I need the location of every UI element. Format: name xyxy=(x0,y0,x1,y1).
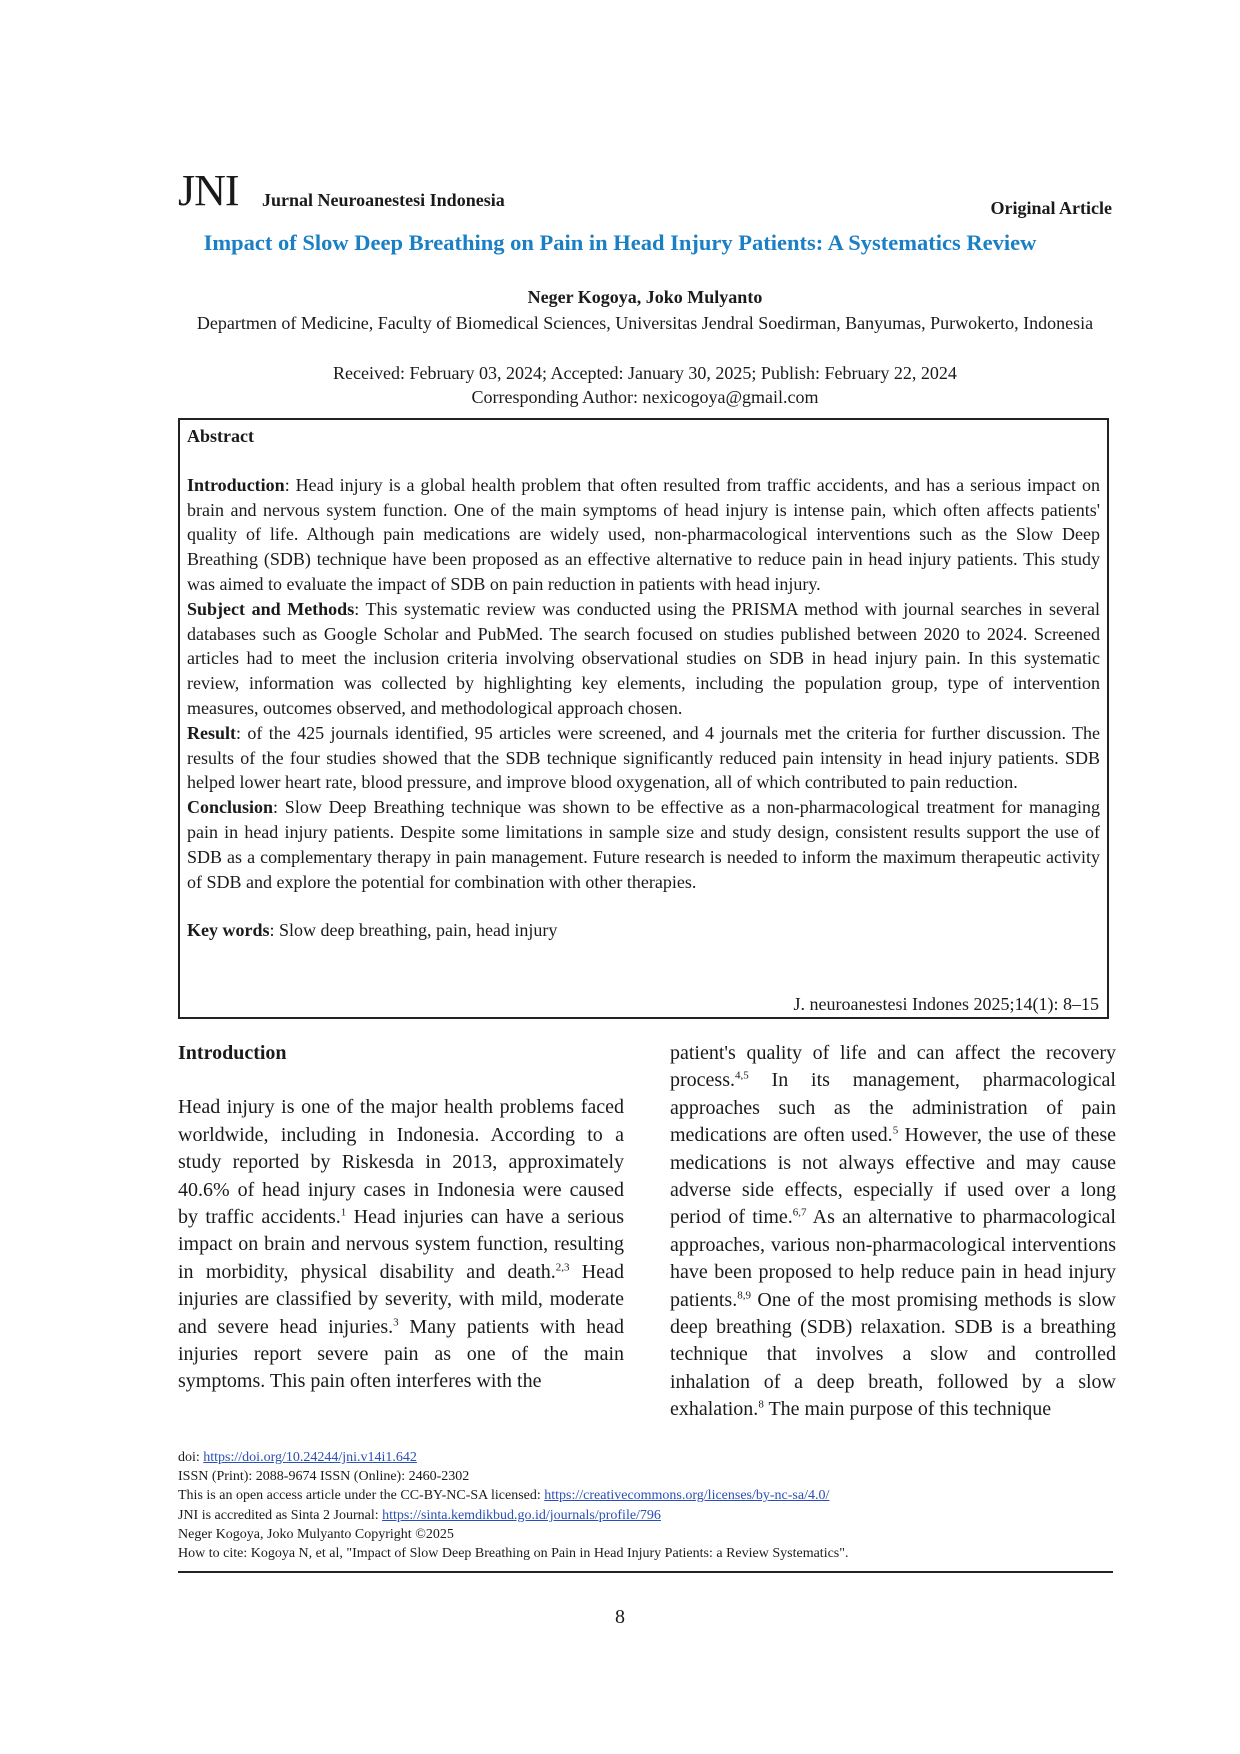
abstract-intro-text: : Head injury is a global health problem that often resulted from traffic accidents, and has a serious impact on brain and nervous system function. One of the main symptoms of head injury is intense pain, which often affects patients' quality of life. Although pain medications are widely used, non-pharmacological interventions such as the Slow Deep Breathing (SDB) technique have been proposed as an effective alternative to reduce pain in head injury patients. This study was aimed to evaluate the impact of SDB on pain reduction in patients with head injury. xyxy=(187,474,1100,594)
citation-ref: 1 xyxy=(340,1206,347,1219)
body-text: As an alternative to pharmacological approaches, various non-pharmacological interventions have been proposed to help reduce pain in head injury patients. xyxy=(670,1206,1116,1311)
journal-logo: JNI xyxy=(178,166,239,215)
keywords-label: Key words xyxy=(187,920,270,941)
abstract-conclusion-text: : Slow Deep Breathing technique was shown to be effective as a non-pharmacological treatment for managing pain in head injury patients. Despite some limitations in sample size and study design, consistent results support the use of SDB as a complementary therapy in pain management. Future research is needed to inform the maximum therapeutic activity of SDB and explore the potential for combination with other therapies. xyxy=(187,797,1100,892)
body-paragraph xyxy=(178,1094,624,1395)
abstract-result-text: : of the 425 journals identified, 95 articles were screened, and 4 journals met the criteria for further discussion. The results of the four studies showed that the SDB technique significantly reduced pain intensity in head injury patients. SDB helped lower heart rate, blood pressure, and improve blood oxygenation, all of which contributed to pain reduction. xyxy=(187,722,1100,793)
body-text: Many patients with head injuries report severe pain as one of the main symptoms. This pain often interferes with the xyxy=(178,1315,624,1393)
sinta-link[interactable]: https://sinta.kemdikbud.go.id/journals/profile/796 xyxy=(382,1507,661,1523)
issn-line: ISSN (Print): 2088-9674 ISSN (Online): 2460-2302 xyxy=(178,1469,470,1485)
citation-ref: 8,9 xyxy=(737,1289,751,1301)
abstract-keywords xyxy=(187,918,1100,943)
sinta-line xyxy=(178,1506,1112,1525)
abstract-conclusion xyxy=(187,795,1100,894)
citation-ref: 5 xyxy=(892,1124,899,1137)
body-paragraph xyxy=(670,1040,1116,1424)
citation-ref: 8 xyxy=(758,1398,764,1411)
body-text: patient's quality of life and can affect the recovery process. xyxy=(670,1042,1116,1092)
sinta-label: JNI is accredited as Sinta 2 Journal: xyxy=(178,1507,383,1523)
citation-ref: 2,3 xyxy=(555,1261,570,1274)
abstract-content xyxy=(187,424,1100,943)
article-dates xyxy=(178,361,1112,409)
body-text: Head injuries can have a serious impact on brain and nervous system function, resulting in morbidity, physical disability and death. xyxy=(178,1206,624,1283)
abstract-intro-label: Introduction xyxy=(187,474,285,495)
section-heading-introduction: Introduction xyxy=(178,1042,287,1064)
body-column-left xyxy=(178,1040,624,1396)
body-column-right xyxy=(670,1040,1116,1424)
license-label: This is an open access article under the CC-BY-NC-SA licensed: xyxy=(178,1488,545,1504)
doi-line xyxy=(178,1448,1112,1467)
doi-link[interactable]: https://doi.org/10.24244/jni.v14i1.642 xyxy=(203,1450,417,1465)
keywords-text: : Slow deep breathing, pain, head injury xyxy=(269,920,558,941)
abstract-methods-text: : This systematic review was conducted using the PRISMA method with journal searches in several databases such as Google Scholar and PubMed. The search focused on studies published between 2020 to 2024. Screened articles had to meet the inclusion criteria involving observational studies on SDB in head injury pain. In this systematic review, information was collected by highlighting key elements, including the population group, type of intervention measures, outcomes observed, and methodological approach chosen. xyxy=(187,598,1100,718)
authors: Neger Kogoya, Joko Mulyanto xyxy=(527,287,763,307)
article-type: Original Article xyxy=(990,198,1112,218)
how-to-cite-line: How to cite: Kogoya N, et al, "Impact of Slow Deep Breathing on Pain in Head Injury Patients: a Review Systematics". xyxy=(178,1546,849,1562)
abstract-conclusion-label: Conclusion xyxy=(187,797,274,818)
doi-label: doi: xyxy=(178,1450,204,1465)
license-line xyxy=(178,1486,1112,1505)
corresponding-author: Corresponding Author: nexicogoya@gmail.com xyxy=(471,387,819,407)
body-text: One of the most promising methods is slow deep breathing (SDB) relaxation. SDB is a breathing technique that involves a slow and controlled inhalation of a deep breath, followed by a slow exhalation. xyxy=(670,1288,1116,1421)
body-text: However, the use of these medications is not always effective and may cause adverse side effects, especially if used over a long period of time. xyxy=(670,1124,1116,1229)
abstract-methods xyxy=(187,597,1100,721)
abstract-box xyxy=(178,418,1109,1019)
abstract-result-label: Result xyxy=(187,722,236,743)
abstract-heading: Abstract xyxy=(187,426,254,446)
body-text: In its management, pharmacological approaches such as the administration of pain medications are often used. xyxy=(670,1069,1116,1147)
license-link[interactable]: https://creativecommons.org/licenses/by-nc-sa/4.0/ xyxy=(544,1488,830,1504)
footer-divider xyxy=(178,1571,1113,1573)
abstract-result xyxy=(187,721,1100,795)
abstract-introduction xyxy=(187,473,1100,597)
copyright-line: Neger Kogoya, Joko Mulyanto Copyright ©2025 xyxy=(178,1526,454,1542)
citation-ref: 6,7 xyxy=(792,1206,807,1219)
journal-citation: J. neuroanestesi Indones 2025;14(1): 8–15 xyxy=(793,994,1099,1014)
citation-ref: 3 xyxy=(393,1316,399,1328)
body-text: Head injury is one of the major health problems faced worldwide, including in Indonesia. According to a study reported by Riskesda in 2013, approximately 40.6% of head injury cases in Indonesia were caused by traffic accidents. xyxy=(178,1096,624,1229)
journal-header xyxy=(178,168,1112,218)
abstract-methods-label: Subject and Methods xyxy=(187,598,355,619)
article-footer xyxy=(178,1448,1112,1563)
dates-line: Received: February 03, 2024; Accepted: January 30, 2025; Publish: February 22, 2024 xyxy=(333,363,957,383)
body-text: Head injuries are classified by severity, with mild, moderate and severe head injuries. xyxy=(178,1260,624,1338)
journal-name: Jurnal Neuroanestesi Indonesia xyxy=(262,190,505,210)
article-title: Impact of Slow Deep Breathing on Pain in Head Injury Patients: A Systematics Review xyxy=(203,230,1037,255)
affiliation: Departmen of Medicine, Faculty of Biomedical Sciences, Universitas Jendral Soedirman, Banyumas, Purwokerto, Indonesia xyxy=(196,313,1094,333)
body-text: The main purpose of this technique xyxy=(763,1398,1052,1421)
page-number: 8 xyxy=(615,1606,625,1628)
citation-ref: 4,5 xyxy=(734,1069,749,1082)
